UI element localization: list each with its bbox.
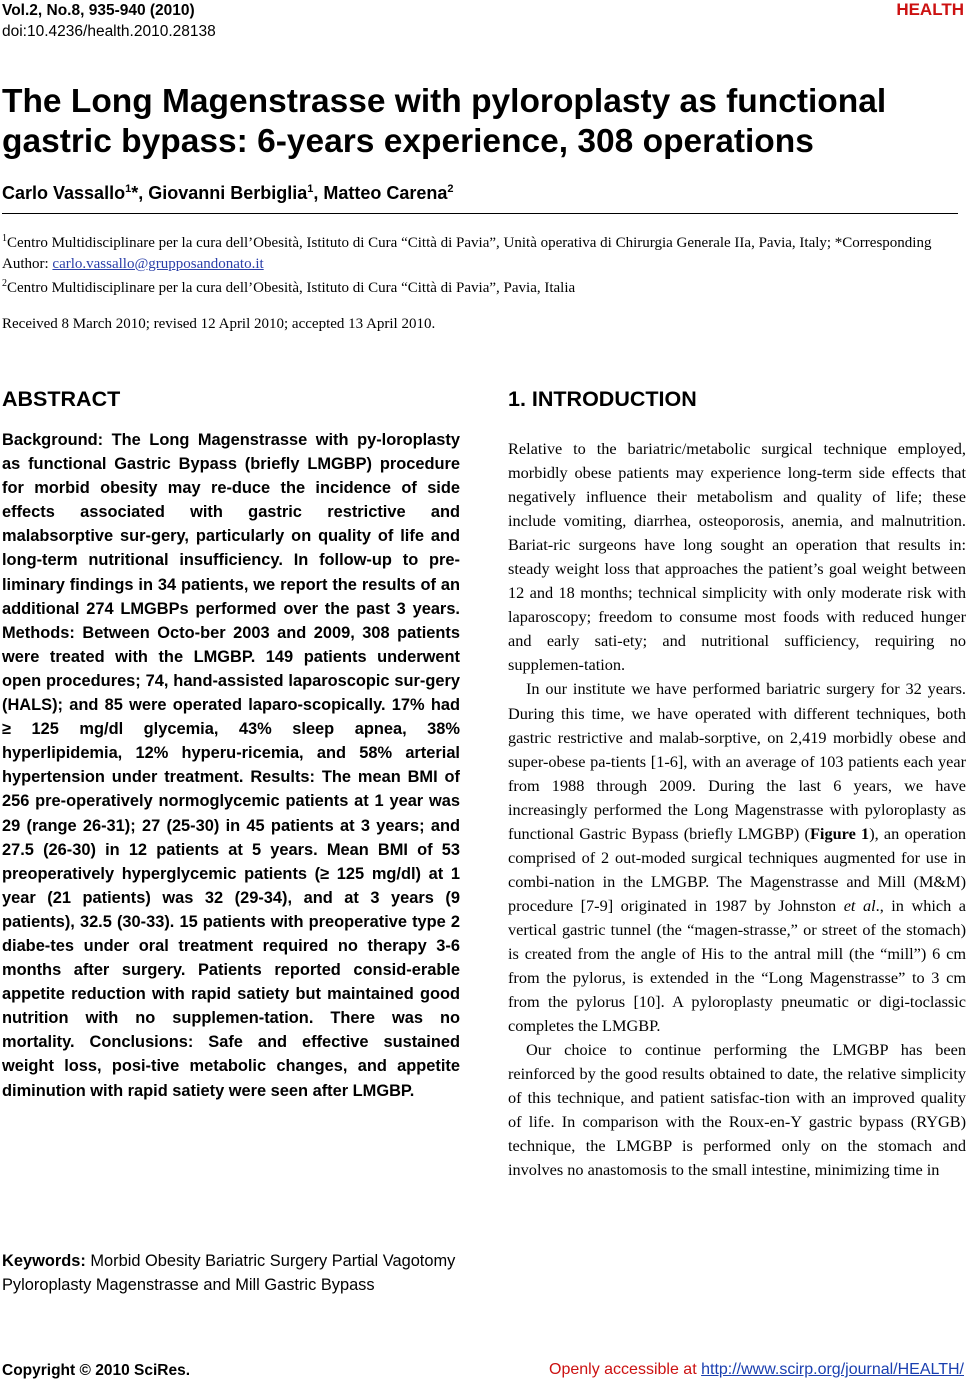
paragraph: Relative to the bariatric/metabolic surgical technique employed, morbidly obese patients may experience long-term side effects that negatively influence their metabolism and quality of life; these include vomiting, diarrhea, osteoporosis, anemia, and malnutrition. Bariat-ric surgeons have long sought an operation that results in: steady weight loss that approaches the patient’s goal weight between 12 and 18 months; technical simplicity with only moderate risk with laparoscopy; freedom to consume most foods with reduced hunger and early sati-ety; and nutritional sufficiency, requiring no supplemen-tation.: [508, 439, 966, 675]
figure-ref[interactable]: Figure 1: [809, 823, 870, 843]
et-al: et al: [843, 895, 876, 915]
paragraph: [508, 677, 966, 1038]
volume-info: Vol.2, No.8, 935-940 (2010): [2, 2, 195, 19]
journal-name: HEALTH: [896, 0, 964, 19]
abstract-heading: ABSTRACT: [2, 387, 121, 411]
text-run: ., in which a vertical gastric tunnel (the “magen-strasse,” or street of the stomach) is created from the angle of His to the antral mill (the “mill”) 6 cm from the pylorus, is extended in the “Long Magenstrasse” to 3 cm from the pylorus [10]. A pyloroplasty pneumatic or digi-toclassic completes the LMGBP.: [508, 895, 967, 1036]
text-run: ), an operation comprised of 2 out-moded surgical techniques augmented for use in combi-nation in the LMGBP. The Magenstrasse and Mill (M&M) procedure [7-9] originated in 1987 by Johnston: [508, 823, 966, 915]
abstract-text: Background: The Long Magenstrasse with py-loroplasty as functional Gastric Bypass (briefly LMGBP) procedure for morbid obesity may re-duce the incidence of side effects associated with gastric restrictive and malabsorptive sur-gery, particularly on quality of life and long-term nutritional insufficiency. In follow-up to pre-liminary findings in 34 patients, we report the results of an additional 274 LMGBPs performed over the past 3 years. Methods: Between Octo-ber 2003 and 2009, 308 patients were treated with the LMGBP. 149 patients underwent open procedures; 74, hand-assisted laparoscopic sur-gery (HALS); and 85 were operated laparo-scopically. 17% had ≥ 125 mg/dl glycemia, 43% sleep apnea, 38% hyperlipidemia, 12% hyperu-ricemia, and 58% arterial hypertension under treatment. Results: The mean BMI of 256 pre-operatively normoglycemic patients at 1 year was 29 (range 26-31); 27 (25-30) in 45 patients at 3 years; and 27.5 (26-30) in 12 patients at 5 years. Mean BMI of 53 preoperatively hyperglycemic patients (≥ 125 mg/dl) at 1 year (21 patients) was 32 (29-34), and at 3 years (9 patients), 32.5 (30-33). 15 patients with preoperative type 2 diabe-tes under oral treatment required no therapy 3-6 months after surgery. Patients reported consid-erable appetite reduction with rapid satiety but maintained good nutrition with no supplemen-tation. There was no mortality. Conclusions: Safe and effective sustained weight loss, posi-tive metabolic changes, and appetite diminution with rapid satiety were seen after LMGBP.: [2, 431, 460, 1100]
introduction-body: [508, 437, 966, 1182]
affiliation-text: Centro Multidisciplinare per la cura dell’Obesità, Istituto di Cura “Città di Pavia”, Pavia, Italia: [7, 280, 576, 296]
article-title: The Long Magenstrasse with pyloroplasty as functional gastric bypass: 6-years experience, 308 operations: [2, 83, 887, 160]
author-name: Matteo Carena: [323, 183, 448, 203]
author-name: Giovanni Berbiglia: [148, 183, 308, 203]
affiliation-text: Centro Multidisciplinare per la cura dell’Obesità, Istituto di Cura “Città di Pavia”, Unità operativa di Chirurgia Generale IIa, Pavia, Italy; *Corresponding Author:: [2, 235, 932, 272]
affil-mark: 2: [2, 278, 7, 289]
keywords-list: Morbid Obesity Bariatric Surgery Partial Vagotomy Pyloroplasty Magenstrasse and Mill Gastric Bypass: [2, 1252, 456, 1294]
affiliations: [2, 229, 964, 299]
paragraph: Our choice to continue performing the LMGBP has been reinforced by the good results obtained to date, the relative simplicity of this technique, and patient satisfac-tion with an improved quality of life. In comparison with the Roux-en-Y gastric bypass (RYGB) technique, the LMGBP is performed only on the stomach and involves no anastomosis to the small intestine, minimizing time in: [508, 1040, 966, 1180]
keywords-label: Keywords:: [2, 1252, 86, 1270]
open-access-note: [549, 1361, 964, 1379]
affil-mark: 1: [2, 233, 7, 244]
header-divider: [2, 213, 958, 214]
access-text: Openly accessible at: [549, 1361, 702, 1378]
author-affil-mark: 2: [447, 183, 454, 195]
author-affil-mark: 1: [125, 183, 132, 195]
running-header: [2, 0, 216, 42]
author-list: [2, 183, 454, 204]
received-dates: Received 8 March 2010; revised 12 April 2010; accepted 13 April 2010.: [2, 316, 436, 332]
copyright: Copyright © 2010 SciRes.: [2, 1362, 191, 1379]
affiliation-2: [2, 274, 964, 299]
author-sep: *,: [131, 183, 149, 203]
introduction-heading: 1. INTRODUCTION: [508, 387, 697, 411]
affiliation-1: [2, 229, 964, 274]
author-affil-mark: 1: [307, 183, 314, 195]
journal-url-link[interactable]: http://www.scirp.org/journal/HEALTH/: [701, 1361, 964, 1378]
author-sep: ,: [313, 183, 324, 203]
corresponding-email-link[interactable]: carlo.vassallo@grupposandonato.it: [52, 255, 264, 272]
text-run: In our institute we have performed bariatric surgery for 32 years. During this time, we have operated with different techniques, both gastric restrictive and malab-sorptive, on 2,419 morbidly obese and super-obese pa-tients [1-6], with an average of 103 patients each year from 1988 through 2009. During the last 6 years, we have increasingly performed the Long Magenstrasse with pyloroplasty as functional Gastric Bypass (briefly LMGBP) (: [508, 679, 966, 843]
keywords: [2, 1249, 464, 1297]
author-name: Carlo Vassallo: [2, 183, 126, 203]
doi: doi:10.4236/health.2010.28138: [2, 23, 216, 40]
